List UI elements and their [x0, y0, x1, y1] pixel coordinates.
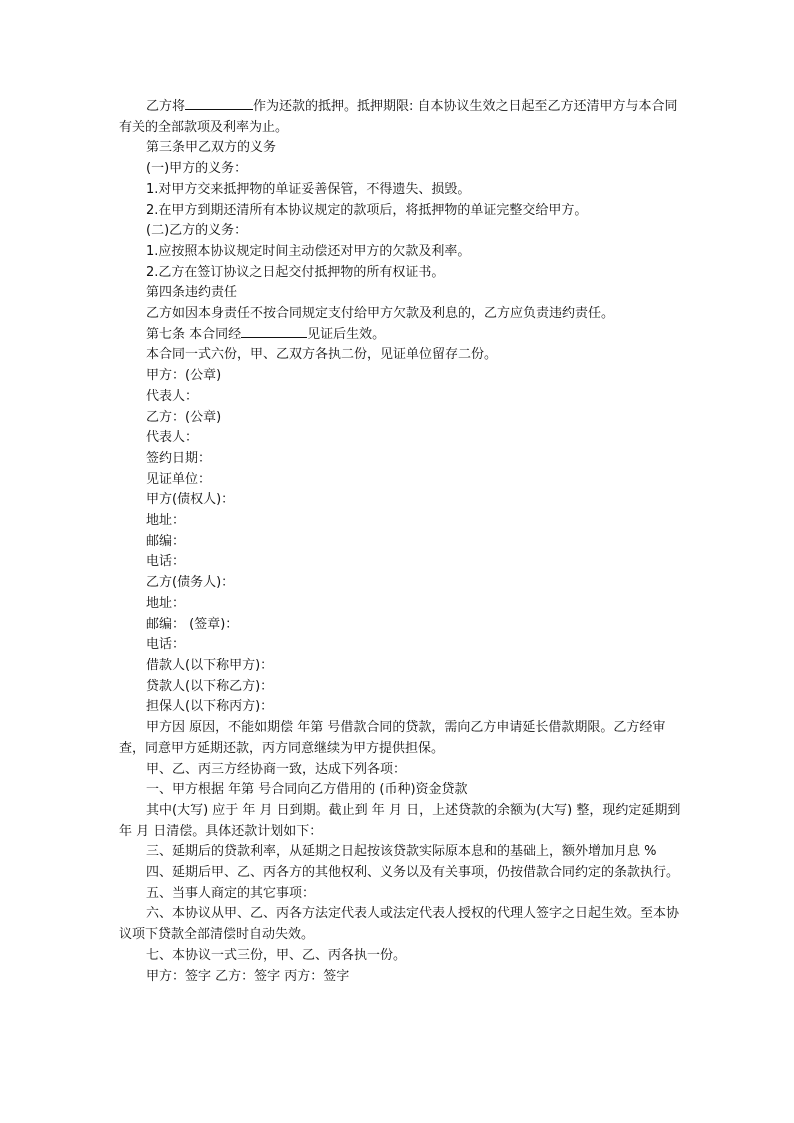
clause-three: 三、延期后的贷款利率，从延期之日起按该贷款实际原本息和的基础上，额外增加月息 % [146, 844, 657, 860]
signing-date: 签约日期： [146, 450, 212, 466]
clause-one: 一、甲方根据 年第 号合同向乙方借用的 (币种)资金贷款 [146, 782, 468, 798]
copies-clause: 本合同一式六份，甲、乙双方各执二份，见证单位留存二份。 [146, 347, 498, 363]
party-a-duty-1: 1.对甲方交来抵押物的单证妥善保管，不得遗失、损毁。 [146, 181, 471, 197]
clause-four: 四、延期后甲、乙、丙各方的其他权利、义务以及有关事项，仍按借款合同约定的条款执行。 [146, 865, 680, 881]
creditor-postcode: 邮编： [146, 533, 186, 549]
party-b-seal: 乙方：(公章) [146, 409, 222, 425]
extension-request: 甲方因 原因，不能如期偿 年第 号借款合同的贷款，需向乙方申请延长借款期限。乙方经审查，同意甲方延期还款，丙方同意继续为甲方提供担保。 [119, 720, 666, 756]
witness-blank [241, 325, 307, 338]
article-three-heading: 第三条甲乙双方的义务 [146, 140, 277, 156]
clause-one-detail: 其中(大写) 应于 年 月 日到期。截止到 年 月 日，上述贷款的余额为(大写) 整，现约定延期到 年 月 日清偿。具体还款计划如下： [119, 802, 681, 839]
party-a-duties-heading: (一)甲方的义务： [146, 161, 248, 177]
article-seven [119, 325, 684, 346]
party-b-duty-2: 2.乙方在签订协议之日起交付抵押物的所有权证书。 [146, 264, 445, 280]
guarantor-label: 担保人(以下称丙方)： [146, 699, 274, 715]
party-a-seal: 甲方：(公章) [146, 368, 222, 384]
debtor-phone: 电话： [146, 637, 186, 653]
witness-unit: 见证单位： [146, 471, 212, 487]
lender-label: 贷款人(以下称乙方)： [146, 678, 274, 694]
party-b-representative: 代表人： [146, 430, 199, 446]
article-four-heading: 第四条违约责任 [146, 285, 238, 301]
creditor-address: 地址： [146, 513, 186, 529]
debtor-label: 乙方(债务人)： [146, 575, 235, 591]
party-b-duties-heading: (二)乙方的义务： [146, 223, 248, 239]
signature-line: 甲方：签字 乙方：签字 丙方：签字 [146, 968, 350, 984]
pledge-item-blank [185, 97, 253, 110]
debtor-address: 地址： [146, 595, 186, 611]
article-seven-start: 第七条 本合同经 [146, 326, 242, 342]
breach-clause: 乙方如因本身责任不按合同规定支付给甲方欠款及利息的，乙方应负责违约责任。 [146, 306, 615, 322]
party-b-duty-1: 1.应按照本协议规定时间主动偿还对甲方的欠款及利率。 [146, 243, 471, 259]
clause-seven: 七、本协议一式三份，甲、乙、丙各执一份。 [146, 947, 407, 963]
clause-five: 五、当事人商定的其它事项： [146, 885, 316, 901]
debtor-postcode-signature: 邮编： (签章)： [146, 616, 239, 632]
creditor-label: 甲方(债权人)： [146, 492, 235, 508]
article-seven-end: 见证后生效。 [307, 326, 386, 342]
party-a-representative: 代表人： [146, 388, 199, 404]
pledge-clause-rest: 作为还款的抵押。抵押期限: 自本协议生效之日起至乙方还清甲方与本合同有关的全部款项及利率为止。 [119, 99, 678, 135]
borrower-label: 借款人(以下称甲方)： [146, 657, 274, 673]
pledge-clause-start: 乙方将 [146, 99, 186, 114]
pledge-clause [119, 97, 684, 138]
agreement-intro: 甲、乙、丙三方经协商一致，达成下列各项： [146, 761, 407, 777]
document-body [119, 97, 684, 987]
clause-six: 六、本协议从甲、乙、丙各方法定代表人或法定代表人授权的代理人签字之日起生效。至本协议项下贷款全部清偿时自动失效。 [119, 906, 680, 943]
creditor-phone: 电话： [146, 554, 186, 570]
party-a-duty-2: 2.在甲方到期还清所有本协议规定的款项后，将抵押物的单证完整交给甲方。 [146, 202, 588, 218]
